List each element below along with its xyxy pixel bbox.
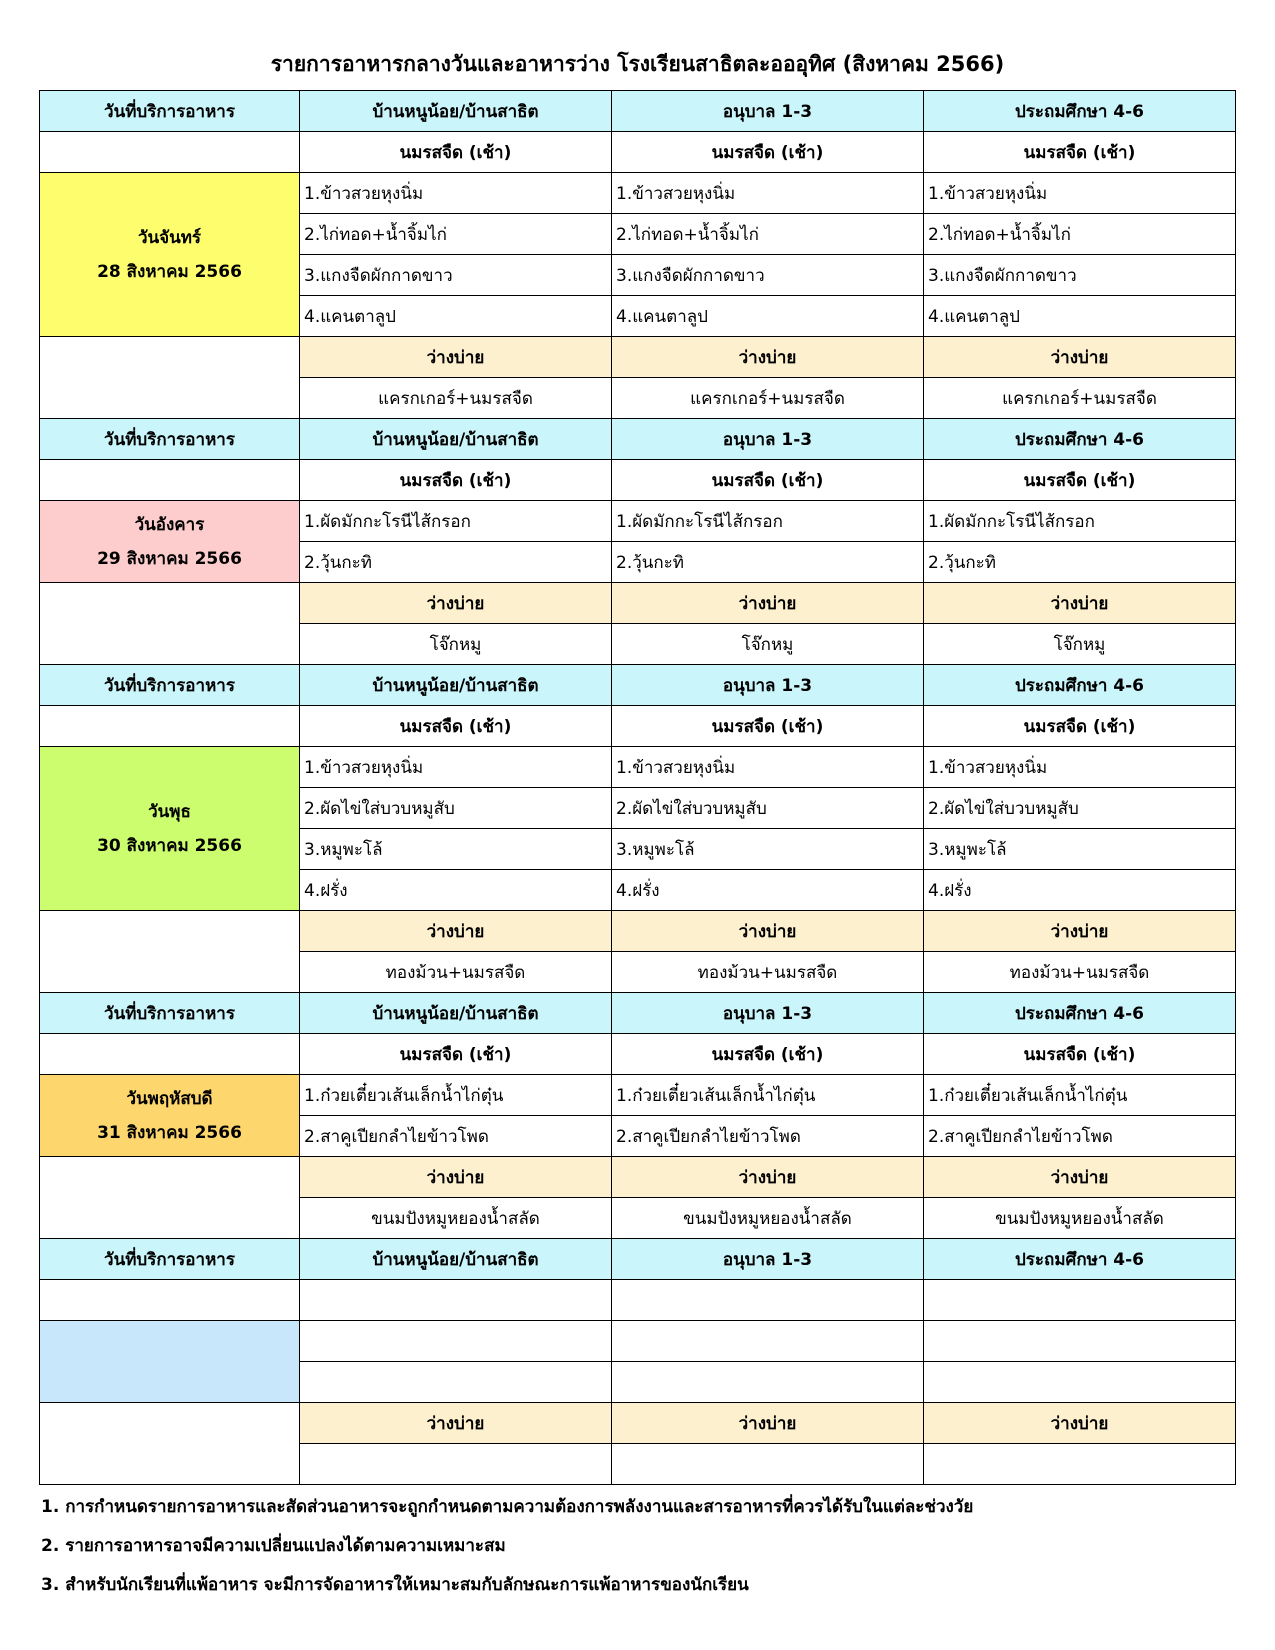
lunch-item: 2.สาคูเปียกลำไยข้าวโพด bbox=[300, 1116, 612, 1157]
lunch-item: 2.สาคูเปียกลำไยข้าวโพด bbox=[612, 1116, 924, 1157]
day-date: 30 สิงหาคม 2566 bbox=[97, 835, 242, 856]
empty-cell bbox=[40, 911, 300, 993]
lunch-item: 1.ข้าวสวยหุงนิ่ม bbox=[300, 173, 612, 214]
empty-cell bbox=[300, 1321, 612, 1362]
lunch-item: 2.วุ้นกะทิ bbox=[300, 542, 612, 583]
lunch-item: 4.ฝรั่ง bbox=[612, 870, 924, 911]
header-primary: ประถมศึกษา 4-6 bbox=[924, 665, 1236, 706]
header-row bbox=[40, 665, 1236, 706]
header-kindergarten: อนุบาล 1-3 bbox=[612, 993, 924, 1034]
lunch-item: 2.ไก่ทอด+น้ำจิ้มไก่ bbox=[300, 214, 612, 255]
snack-item: ขนมปังหมูหยองน้ำสลัด bbox=[300, 1198, 612, 1239]
snack-label: ว่างบ่าย bbox=[300, 1403, 612, 1444]
lunch-item: 3.แกงจืดผักกาดขาว bbox=[612, 255, 924, 296]
lunch-item: 2.ผัดไข่ใส่บวบหมูสับ bbox=[300, 788, 612, 829]
day-cell-blank bbox=[40, 1321, 300, 1403]
lunch-item: 1.ก๋วยเตี๋ยวเส้นเล็กน้ำไก่ตุ๋น bbox=[924, 1075, 1236, 1116]
breakfast-cell: นมรสจืด (เช้า) bbox=[612, 1034, 924, 1075]
header-nursery: บ้านหนูน้อย/บ้านสาธิต bbox=[300, 1239, 612, 1280]
empty-cell bbox=[40, 706, 300, 747]
breakfast-cell: นมรสจืด (เช้า) bbox=[924, 706, 1236, 747]
breakfast-cell: นมรสจืด (เช้า) bbox=[612, 460, 924, 501]
snack-label: ว่างบ่าย bbox=[924, 911, 1236, 952]
page-title: รายการอาหารกลางวันและอาหารว่าง โรงเรียนสาธิตละอออุทิศ (สิงหาคม 2566) bbox=[270, 52, 1005, 76]
empty-cell bbox=[612, 1444, 924, 1485]
snack-label: ว่างบ่าย bbox=[924, 583, 1236, 624]
snack-header-row bbox=[40, 583, 1236, 624]
empty-cell bbox=[612, 1362, 924, 1403]
snack-label: ว่างบ่าย bbox=[924, 1403, 1236, 1444]
empty-cell bbox=[40, 132, 300, 173]
lunch-item: 2.ผัดไข่ใส่บวบหมูสับ bbox=[924, 788, 1236, 829]
lunch-item: 1.ผัดมักกะโรนีไส้กรอก bbox=[612, 501, 924, 542]
header-nursery: บ้านหนูน้อย/บ้านสาธิต bbox=[300, 993, 612, 1034]
lunch-item: 1.ข้าวสวยหุงนิ่ม bbox=[924, 173, 1236, 214]
header-kindergarten: อนุบาล 1-3 bbox=[612, 419, 924, 460]
note-item: 3. สำหรับนักเรียนที่แพ้อาหาร จะมีการจัดอาหารให้เหมาะสมกับลักษณะการแพ้อาหารของนักเรียน bbox=[41, 1575, 749, 1595]
snack-header-row bbox=[40, 1403, 1236, 1444]
day-date: 29 สิงหาคม 2566 bbox=[97, 548, 242, 569]
snack-item: ทองม้วน+นมรสจืด bbox=[612, 952, 924, 993]
lunch-item: 1.ก๋วยเตี๋ยวเส้นเล็กน้ำไก่ตุ๋น bbox=[612, 1075, 924, 1116]
snack-header-row bbox=[40, 337, 1236, 378]
empty-cell bbox=[40, 583, 300, 665]
snack-label: ว่างบ่าย bbox=[612, 337, 924, 378]
breakfast-cell: นมรสจืด (เช้า) bbox=[612, 706, 924, 747]
empty-cell bbox=[612, 1321, 924, 1362]
lunch-row bbox=[40, 173, 1236, 214]
header-primary: ประถมศึกษา 4-6 bbox=[924, 419, 1236, 460]
note-item: 2. รายการอาหารอาจมีความเปลี่ยนแปลงได้ตามความเหมาะสม bbox=[41, 1536, 506, 1556]
lunch-item: 4.ฝรั่ง bbox=[924, 870, 1236, 911]
snack-item: ขนมปังหมูหยองน้ำสลัด bbox=[612, 1198, 924, 1239]
lunch-item: 4.ฝรั่ง bbox=[300, 870, 612, 911]
snack-item: ทองม้วน+นมรสจืด bbox=[300, 952, 612, 993]
breakfast-row bbox=[40, 1034, 1236, 1075]
lunch-row bbox=[40, 747, 1236, 788]
snack-label: ว่างบ่าย bbox=[300, 911, 612, 952]
header-row bbox=[40, 91, 1236, 132]
snack-item: แครกเกอร์+นมรสจืด bbox=[924, 378, 1236, 419]
snack-label: ว่างบ่าย bbox=[924, 337, 1236, 378]
snack-header-row bbox=[40, 911, 1236, 952]
lunch-item: 1.ข้าวสวยหุงนิ่ม bbox=[300, 747, 612, 788]
snack-item: โจ๊กหมู bbox=[612, 624, 924, 665]
breakfast-cell: นมรสจืด (เช้า) bbox=[924, 1034, 1236, 1075]
header-date: วันที่บริการอาหาร bbox=[40, 91, 300, 132]
lunch-item: 1.ข้าวสวยหุงนิ่ม bbox=[924, 747, 1236, 788]
lunch-item: 2.สาคูเปียกลำไยข้าวโพด bbox=[924, 1116, 1236, 1157]
day-cell-wednesday bbox=[40, 747, 300, 911]
empty-cell bbox=[40, 1157, 300, 1239]
lunch-item: 3.แกงจืดผักกาดขาว bbox=[300, 255, 612, 296]
header-row bbox=[40, 1239, 1236, 1280]
snack-label: ว่างบ่าย bbox=[300, 1157, 612, 1198]
breakfast-cell: นมรสจืด (เช้า) bbox=[924, 132, 1236, 173]
snack-label: ว่างบ่าย bbox=[612, 1157, 924, 1198]
empty-cell bbox=[40, 1403, 300, 1485]
snack-item: แครกเกอร์+นมรสจืด bbox=[612, 378, 924, 419]
notes-section bbox=[41, 1493, 973, 1610]
breakfast-row bbox=[40, 706, 1236, 747]
empty-cell bbox=[612, 1280, 924, 1321]
lunch-item: 4.แคนตาลูป bbox=[924, 296, 1236, 337]
empty-cell bbox=[40, 1034, 300, 1075]
lunch-item: 4.แคนตาลูป bbox=[612, 296, 924, 337]
lunch-item: 3.หมูพะโล้ bbox=[924, 829, 1236, 870]
breakfast-cell: นมรสจืด (เช้า) bbox=[300, 706, 612, 747]
lunch-item: 3.หมูพะโล้ bbox=[612, 829, 924, 870]
breakfast-cell: นมรสจืด (เช้า) bbox=[300, 1034, 612, 1075]
header-row bbox=[40, 419, 1236, 460]
day-date: 31 สิงหาคม 2566 bbox=[97, 1122, 242, 1143]
lunch-item: 1.ผัดมักกะโรนีไส้กรอก bbox=[300, 501, 612, 542]
snack-label: ว่างบ่าย bbox=[300, 337, 612, 378]
breakfast-row bbox=[40, 460, 1236, 501]
menu-table bbox=[39, 90, 1236, 1485]
header-primary: ประถมศึกษา 4-6 bbox=[924, 91, 1236, 132]
day-cell-monday bbox=[40, 173, 300, 337]
header-row bbox=[40, 993, 1236, 1034]
breakfast-cell: นมรสจืด (เช้า) bbox=[612, 132, 924, 173]
lunch-item: 2.ผัดไข่ใส่บวบหมูสับ bbox=[612, 788, 924, 829]
header-nursery: บ้านหนูน้อย/บ้านสาธิต bbox=[300, 665, 612, 706]
lunch-item: 2.วุ้นกะทิ bbox=[924, 542, 1236, 583]
empty-cell bbox=[924, 1280, 1236, 1321]
lunch-item: 3.แกงจืดผักกาดขาว bbox=[924, 255, 1236, 296]
lunch-item: 2.วุ้นกะทิ bbox=[612, 542, 924, 583]
day-date: 28 สิงหาคม 2566 bbox=[97, 261, 242, 282]
breakfast-cell: นมรสจืด (เช้า) bbox=[300, 132, 612, 173]
empty-cell bbox=[40, 337, 300, 419]
snack-item: ทองม้วน+นมรสจืด bbox=[924, 952, 1236, 993]
lunch-row bbox=[40, 501, 1236, 542]
lunch-item: 4.แคนตาลูป bbox=[300, 296, 612, 337]
lunch-item: 2.ไก่ทอด+น้ำจิ้มไก่ bbox=[612, 214, 924, 255]
breakfast-cell: นมรสจืด (เช้า) bbox=[924, 460, 1236, 501]
snack-header-row bbox=[40, 1157, 1236, 1198]
lunch-item: 1.ก๋วยเตี๋ยวเส้นเล็กน้ำไก่ตุ๋น bbox=[300, 1075, 612, 1116]
snack-label: ว่างบ่าย bbox=[612, 583, 924, 624]
lunch-item: 3.หมูพะโล้ bbox=[300, 829, 612, 870]
lunch-row bbox=[40, 1075, 1236, 1116]
snack-label: ว่างบ่าย bbox=[612, 1403, 924, 1444]
header-primary: ประถมศึกษา 4-6 bbox=[924, 1239, 1236, 1280]
header-date: วันที่บริการอาหาร bbox=[40, 993, 300, 1034]
empty-cell bbox=[300, 1280, 612, 1321]
day-cell-tuesday bbox=[40, 501, 300, 583]
header-primary: ประถมศึกษา 4-6 bbox=[924, 993, 1236, 1034]
lunch-item: 1.ข้าวสวยหุงนิ่ม bbox=[612, 747, 924, 788]
header-date: วันที่บริการอาหาร bbox=[40, 665, 300, 706]
snack-label: ว่างบ่าย bbox=[300, 583, 612, 624]
blank-row bbox=[40, 1280, 1236, 1321]
empty-cell bbox=[300, 1444, 612, 1485]
lunch-item: 2.ไก่ทอด+น้ำจิ้มไก่ bbox=[924, 214, 1236, 255]
day-name: วันพฤหัสบดี bbox=[126, 1088, 213, 1109]
empty-cell bbox=[924, 1444, 1236, 1485]
day-name: วันจันทร์ bbox=[137, 227, 202, 248]
breakfast-row bbox=[40, 132, 1236, 173]
empty-cell bbox=[924, 1321, 1236, 1362]
empty-cell bbox=[40, 1280, 300, 1321]
blank-row bbox=[40, 1321, 1236, 1362]
header-nursery: บ้านหนูน้อย/บ้านสาธิต bbox=[300, 91, 612, 132]
header-kindergarten: อนุบาล 1-3 bbox=[612, 91, 924, 132]
day-name: วันพุธ bbox=[148, 801, 191, 822]
day-name: วันอังคาร bbox=[134, 514, 205, 535]
snack-item: โจ๊กหมู bbox=[300, 624, 612, 665]
note-item: 1. การกำหนดรายการอาหารและสัดส่วนอาหารจะถูกกำหนดตามความต้องการพลังงานและสารอาหารที่ควรได้รับในแต่ละช่วงวัย bbox=[41, 1497, 974, 1517]
header-date: วันที่บริการอาหาร bbox=[40, 419, 300, 460]
header-kindergarten: อนุบาล 1-3 bbox=[612, 665, 924, 706]
header-nursery: บ้านหนูน้อย/บ้านสาธิต bbox=[300, 419, 612, 460]
header-kindergarten: อนุบาล 1-3 bbox=[612, 1239, 924, 1280]
empty-cell bbox=[40, 460, 300, 501]
snack-item: แครกเกอร์+นมรสจืด bbox=[300, 378, 612, 419]
lunch-item: 1.ผัดมักกะโรนีไส้กรอก bbox=[924, 501, 1236, 542]
snack-item: โจ๊กหมู bbox=[924, 624, 1236, 665]
empty-cell bbox=[924, 1362, 1236, 1403]
empty-cell bbox=[300, 1362, 612, 1403]
snack-label: ว่างบ่าย bbox=[612, 911, 924, 952]
snack-label: ว่างบ่าย bbox=[924, 1157, 1236, 1198]
breakfast-cell: นมรสจืด (เช้า) bbox=[300, 460, 612, 501]
header-date: วันที่บริการอาหาร bbox=[40, 1239, 300, 1280]
snack-item: ขนมปังหมูหยองน้ำสลัด bbox=[924, 1198, 1236, 1239]
lunch-item: 1.ข้าวสวยหุงนิ่ม bbox=[612, 173, 924, 214]
day-cell-thursday bbox=[40, 1075, 300, 1157]
